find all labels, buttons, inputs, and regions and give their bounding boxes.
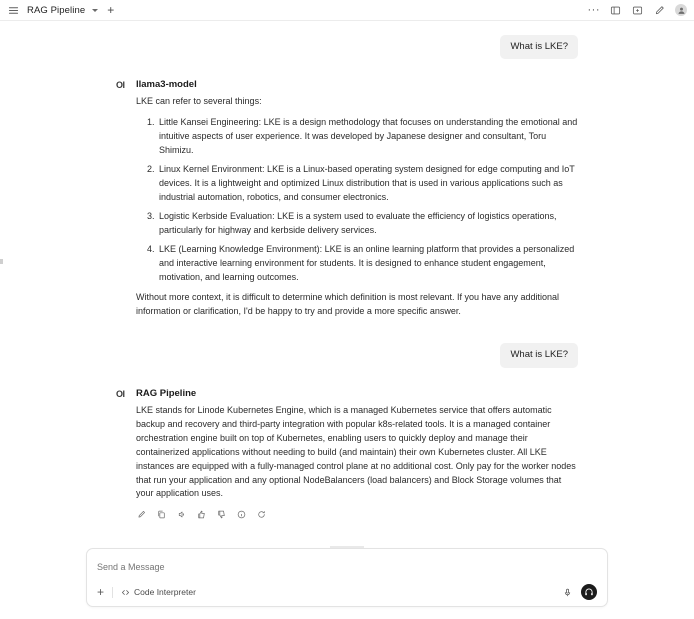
assistant-message-body bbox=[136, 79, 578, 325]
edit-icon[interactable] bbox=[653, 4, 666, 17]
hamburger-icon[interactable] bbox=[7, 4, 20, 17]
user-message-bubble: What is LKE? bbox=[500, 343, 578, 367]
edit-icon[interactable] bbox=[136, 509, 147, 520]
composer-toolbar bbox=[97, 584, 597, 600]
list-item: 2. Linux Kernel Environment: LKE is a Linux-based operating system designed for edge computing and IoT devices. It is a lightweight and optimized Linux distribution that is used in various applications such as industrial automation, robotics, and consumer electronics. bbox=[157, 163, 578, 205]
speaker-icon[interactable] bbox=[176, 509, 187, 520]
definition-list bbox=[136, 116, 578, 284]
assistant-intro-paragraph: LKE can refer to several things: bbox=[136, 96, 262, 107]
assistant-message-text bbox=[136, 404, 578, 502]
add-attachment-button[interactable]: + bbox=[97, 585, 105, 600]
new-chat-button[interactable]: + bbox=[107, 3, 115, 17]
code-interpreter-toggle[interactable] bbox=[121, 587, 196, 597]
conversation-scroll[interactable] bbox=[0, 21, 694, 548]
list-item: 4. LKE (Learning Knowledge Environment): LKE is an online learning platform that provides a personalized and interactive learning environment for students. It is designed to enhance student engagement, motivation, and learning outcomes. bbox=[157, 243, 578, 285]
composer bbox=[86, 548, 608, 607]
message-action-toolbar bbox=[136, 509, 578, 520]
avatar[interactable] bbox=[675, 4, 687, 16]
assistant-message-body bbox=[136, 388, 578, 521]
assistant-model-name: RAG Pipeline bbox=[136, 387, 197, 399]
message-list bbox=[0, 21, 694, 548]
list-item: 3. Logistic Kerbside Evaluation: LKE is a system used to evaluate the efficiency of logistics operations, particularly for highway and kerbside delivery services. bbox=[157, 210, 578, 238]
copy-icon[interactable] bbox=[156, 509, 167, 520]
sidebar-toggle-icon[interactable] bbox=[609, 4, 622, 17]
user-message-bubble: What is LKE? bbox=[500, 35, 578, 59]
more-options-button[interactable]: ··· bbox=[587, 4, 600, 16]
composer-area bbox=[0, 548, 694, 619]
toolbar-divider bbox=[112, 587, 113, 598]
code-icon bbox=[121, 588, 130, 597]
assistant-intro-paragraph: LKE stands for Linode Kubernetes Engine, which is a managed Kubernetes service that offers automatic backup and recovery and third-party integration with popular k8s-related tools. It is a managed container orchestration engine built on top of Kubernetes, enabling users to quickly deploy and manage their containerized applications without needing to build (and maintain) their own Kubernetes cluster. All LKE instances are equipped with a fully-managed control plane at no additional cost. Only pay for the worker nodes that run your application and any optional NodeBalancers (load balancers) and Block Storage volumes that your application uses. bbox=[136, 404, 576, 499]
assistant-outro-paragraph: Without more context, it is difficult to determine which definition is most relevant. If you have any additional information or clarification, I'd be happy to try and provide a more specific answer. bbox=[136, 291, 560, 316]
assistant-avatar: OI bbox=[116, 388, 125, 399]
page-title: RAG Pipeline bbox=[27, 4, 86, 16]
top-bar bbox=[0, 0, 694, 21]
info-icon[interactable] bbox=[236, 509, 247, 520]
user-message-row bbox=[116, 35, 578, 59]
user-message-row bbox=[116, 343, 578, 367]
assistant-model-name: llama3-model bbox=[136, 79, 197, 91]
assistant-message-text bbox=[136, 95, 578, 318]
assistant-message-row bbox=[116, 388, 578, 521]
assistant-avatar: OI bbox=[116, 80, 125, 91]
assistant-message-row bbox=[116, 79, 578, 325]
chevron-down-icon[interactable] bbox=[92, 9, 98, 12]
composer-right-actions bbox=[562, 584, 597, 600]
thumbs-down-icon[interactable] bbox=[216, 509, 227, 520]
composer-grabber bbox=[330, 546, 364, 548]
list-item: 1. Little Kansei Engineering: LKE is a design methodology that focuses on understanding the emotional and intuitive aspects of user experience. It was developed by Japanese designer and consultant, Toru Shimizu. bbox=[157, 116, 578, 158]
code-interpreter-label: Code Interpreter bbox=[134, 587, 196, 598]
microphone-icon[interactable] bbox=[562, 586, 572, 598]
message-input[interactable] bbox=[97, 562, 597, 572]
top-bar-left bbox=[7, 4, 116, 17]
top-bar-right bbox=[588, 4, 688, 17]
scroll-edge-marker bbox=[0, 259, 3, 264]
thumbs-up-icon[interactable] bbox=[196, 509, 207, 520]
compose-icon[interactable] bbox=[631, 4, 644, 17]
regenerate-icon[interactable] bbox=[256, 509, 267, 520]
headphones-icon[interactable] bbox=[581, 584, 597, 600]
